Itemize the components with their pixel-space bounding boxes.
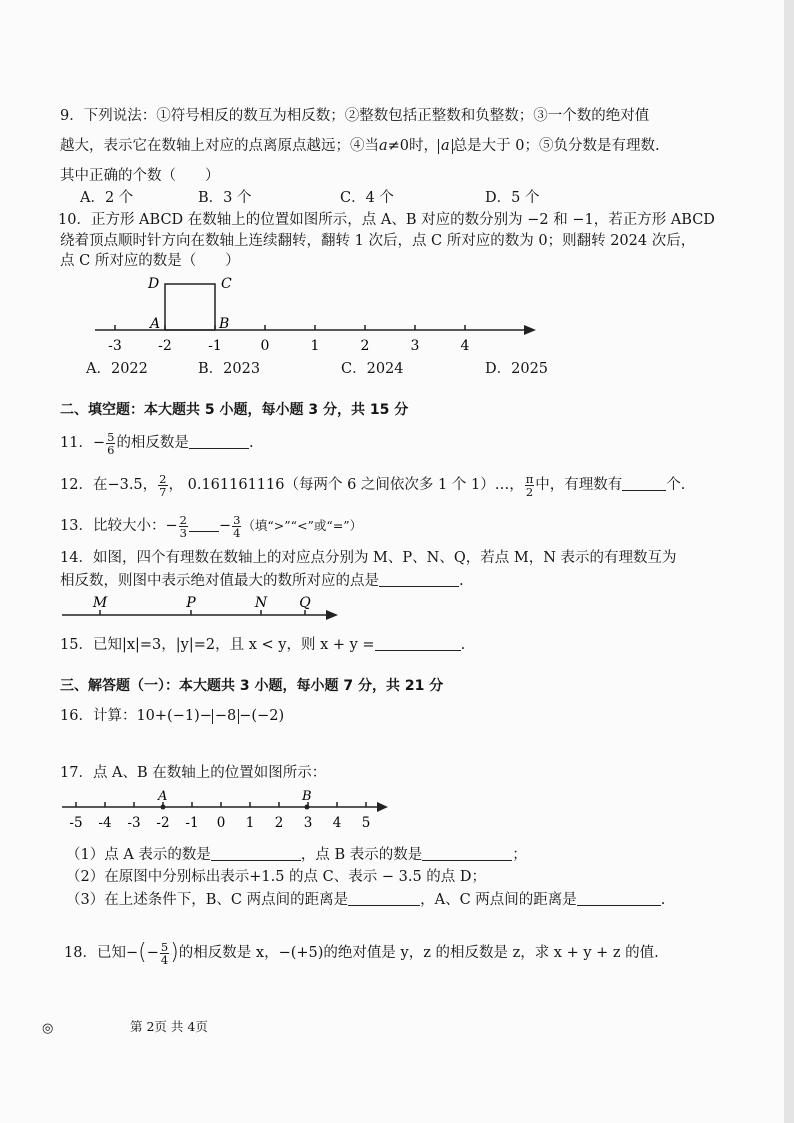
- q17-tick-label: 0: [216, 815, 226, 831]
- q17-point-b: [305, 805, 310, 810]
- q14-axis-arrow: [326, 610, 338, 620]
- q10-line1: 10．正方形 ABCD 在数轴上的位置如图所示，点 A、B 对应的数分别为 −2 和 −1，若正方形 ABCD: [58, 212, 715, 228]
- section-3-heading: 三、解答题（一）：本大题共 3 小题，每小题 7 分，共 21 分: [60, 678, 444, 694]
- q15-answer-blank[interactable]: [375, 636, 461, 651]
- q17-tick-label: 4: [332, 815, 342, 831]
- q15-line: 15．已知|x|=3，|y|=2，且 x < y，则 x + y = .: [60, 637, 466, 653]
- q9-option-c: C．4 个: [340, 190, 394, 206]
- q14-line1: 14．如图，四个有理数在数轴上的对应点分别为 M、P、N、Q，若点 M，N 表示的有理数互为: [60, 550, 677, 566]
- q14-point-label: P: [186, 595, 196, 611]
- q10-tick-label: 0: [260, 338, 270, 354]
- q10-label-c: C: [221, 276, 232, 292]
- q10-tick-label: 2: [360, 338, 370, 354]
- q17-tick-label: 2: [274, 815, 284, 831]
- q10-option-b: B．2023: [198, 361, 261, 377]
- q17-ac-answer-blank[interactable]: [577, 891, 661, 906]
- q10-label-a: A: [150, 316, 161, 332]
- page-edge: [784, 0, 794, 1123]
- q9-line2: 越大，表示它在数轴上对应的点离原点越远；④当a≠0时， a 总是大于 0；⑤负分数是有理数.: [60, 138, 660, 154]
- q10-line3: 点 C 所对应的数是（ ）: [60, 253, 240, 269]
- q17-a-answer-blank[interactable]: [211, 846, 301, 861]
- q11-answer-blank[interactable]: [189, 434, 249, 449]
- binding-hole-icon: ◎: [42, 1021, 54, 1036]
- q17-tick-label: 3: [303, 815, 313, 831]
- q17-label-b: B: [302, 789, 312, 804]
- q10-tick-label: 4: [460, 338, 470, 354]
- q13-answer-blank[interactable]: [189, 517, 219, 532]
- q10-label-b: B: [219, 316, 230, 332]
- q14-answer-blank[interactable]: [379, 572, 459, 587]
- q9-option-d: D．5 个: [485, 190, 540, 206]
- q10-tick-label: 1: [310, 338, 320, 354]
- q17-tick-label: -4: [98, 815, 112, 831]
- q9-line1: 9．下列说法：①符号相反的数互为相反数；②整数包括正整数和负整数；③一个数的绝对值: [60, 108, 650, 124]
- q17-tick-label: -5: [69, 815, 83, 831]
- page-footer: 第 2页 共 4页: [130, 1019, 208, 1034]
- q17-tick-label: 1: [245, 815, 255, 831]
- q17-b-answer-blank[interactable]: [422, 846, 512, 861]
- q9-line3: 其中正确的个数（ ）: [60, 168, 220, 184]
- q10-tick-label: -1: [208, 338, 222, 354]
- q14-point-label: Q: [299, 595, 311, 611]
- q13-line: 13．比较大小：− $\frac{2}{3}$ − $\frac{3}{4}$ （填“>”“<”或“=”）: [60, 512, 363, 540]
- q9-option-b: B．3 个: [198, 190, 252, 206]
- q14-line2: 相反数，则图中表示绝对值最大的数所对应的点是 .: [60, 573, 464, 589]
- q10-square-abcd: [165, 284, 215, 330]
- q17-intro: 17．点 A、B 在数轴上的位置如图所示：: [60, 765, 327, 781]
- q10-option-a: A．2022: [86, 361, 148, 377]
- q10-tick-label: -3: [108, 338, 122, 354]
- q10-axis-arrow: [524, 325, 536, 335]
- q12-answer-blank[interactable]: [622, 476, 666, 491]
- q14-point-label: N: [254, 595, 268, 611]
- q14-point-label: M: [92, 595, 108, 611]
- q10-line2: 绕着顶点顺时针方向在数轴上连续翻转，翻转 1 次后，点 C 所对应的数为 0；则翻转 2024 次后，: [60, 233, 696, 249]
- q12-line: 12．在−3.5， $\frac{2}{7}$ ， 0.161161116（每两个 6 之间依次多 1 个 1）…， $\frac{\pi}{2}$ 中，有理数有 个.: [60, 471, 686, 499]
- q17-part2: （2）在原图中分别标出表示+1.5 的点 C、表示 − 3.5 的点 D；: [66, 869, 487, 885]
- q10-label-d: D: [148, 276, 160, 292]
- section-2-heading: 二、填空题：本大题共 5 小题，每小题 3 分，共 15 分: [60, 402, 409, 418]
- q17-point-a: [161, 805, 166, 810]
- q17-tick-label: -2: [156, 815, 170, 831]
- q17-tick-label: -3: [127, 815, 141, 831]
- q17-bc-answer-blank[interactable]: [348, 891, 420, 906]
- q14-number-line-figure: [60, 593, 350, 623]
- q17-number-line-figure: [60, 785, 390, 835]
- q16-line: 16．计算：10+(−1)− −8 −(−2): [60, 708, 285, 724]
- q10-number-line-figure: [90, 270, 550, 360]
- q17-part3: （3）在上述条件下，B、C 两点间的距离是 ，A、C 两点间的距离是 .: [66, 892, 666, 908]
- q17-part1: （1）点 A 表示的数是 ，点 B 表示的数是 ；: [66, 847, 527, 863]
- q10-tick-label: -2: [158, 338, 172, 354]
- q9-option-a: A．2 个: [80, 190, 134, 206]
- q17-axis-arrow: [377, 802, 388, 812]
- q17-tick-label: 5: [361, 815, 371, 831]
- q10-option-c: C．2024: [341, 361, 404, 377]
- q17-label-a: A: [158, 789, 168, 804]
- q17-tick-label: -1: [185, 815, 199, 831]
- q18-line: 18．已知−(− $\frac{5}{4}$ )的相反数是 x，−(+5)的绝对值是 y，z 的相反数是 z，求 x + y + z 的值.: [64, 939, 659, 967]
- q10-tick-label: 3: [410, 338, 420, 354]
- q11-line: 11．− $\frac{5}{6}$ 的相反数是 .: [60, 429, 254, 457]
- q10-option-d: D．2025: [485, 361, 549, 377]
